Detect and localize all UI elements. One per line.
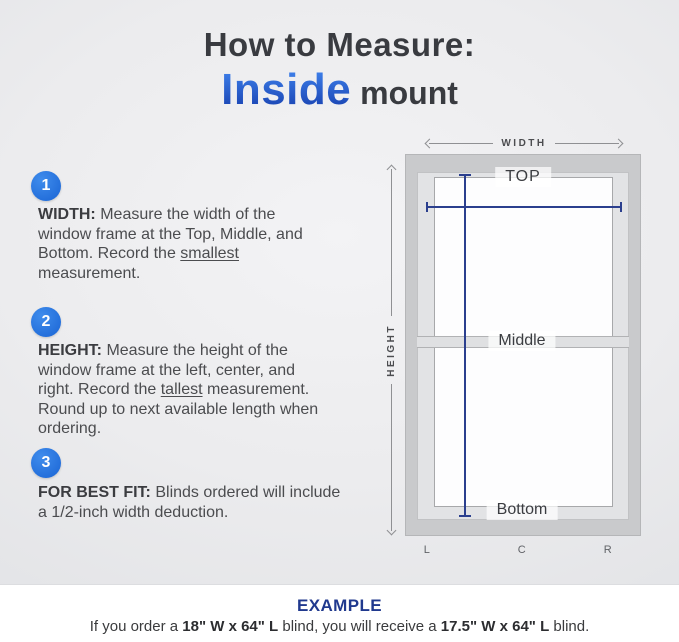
step-2-line-3 bbox=[38, 380, 318, 400]
example-part-1: If you order a bbox=[89, 618, 183, 635]
step-2-underlined-word: tallest bbox=[160, 381, 203, 398]
middle-label-chip: Middle bbox=[488, 331, 555, 351]
example-part-3: blind. bbox=[549, 618, 590, 635]
step-2-line-3-post: measurement. bbox=[202, 381, 310, 398]
step-3-number: 3 bbox=[41, 454, 51, 471]
step-1-line-1 bbox=[38, 205, 303, 225]
step-1-line-3-pre: Bottom. Record the bbox=[38, 245, 181, 262]
step-2-line-3-pre: right. Record the bbox=[38, 381, 161, 398]
height-arrow bbox=[384, 166, 398, 534]
step-1-badge bbox=[31, 171, 61, 201]
left-mark: L bbox=[423, 544, 431, 556]
step-2-number: 2 bbox=[41, 313, 51, 330]
height-arrow-label: HEIGHT bbox=[385, 323, 397, 377]
step-1-line-4: measurement. bbox=[38, 264, 141, 282]
lower-window-pane bbox=[434, 347, 613, 507]
bottom-label-chip: Bottom bbox=[487, 500, 558, 520]
step-1-text bbox=[38, 205, 303, 283]
step-3-line-1-rest: Blinds ordered will include bbox=[150, 484, 341, 501]
step-1-underlined-word: smallest bbox=[180, 245, 239, 262]
step-2-line-1-rest: Measure the height of the bbox=[102, 342, 288, 359]
step-3-line-1 bbox=[38, 483, 340, 503]
step-2-line-2: window frame at the left, center, and bbox=[38, 361, 296, 379]
example-footer bbox=[0, 585, 679, 642]
width-arrow-label: WIDTH bbox=[501, 137, 547, 149]
arrow-right-icon bbox=[614, 138, 624, 148]
step-1-label: WIDTH: bbox=[38, 206, 96, 223]
step-2-line-5: ordering. bbox=[38, 420, 102, 437]
step-3-label: FOR BEST FIT: bbox=[38, 484, 151, 501]
title-highlight: Inside bbox=[221, 65, 352, 114]
step-1-line-1-rest: Measure the width of the bbox=[95, 206, 276, 223]
arrow-left-icon bbox=[425, 138, 435, 148]
center-mark: C bbox=[517, 544, 527, 556]
top-label-chip: TOP bbox=[495, 167, 551, 187]
arrow-down-icon bbox=[386, 526, 396, 536]
step-1-number: 1 bbox=[41, 177, 51, 194]
height-measure-line bbox=[464, 174, 466, 517]
example-heading: EXAMPLE bbox=[297, 596, 382, 615]
example-ordered-size: 18" W x 64" L bbox=[182, 618, 279, 635]
step-3-badge bbox=[31, 448, 61, 478]
step-2-badge bbox=[31, 307, 61, 337]
upper-window-pane bbox=[434, 177, 613, 337]
step-3-text bbox=[38, 483, 340, 522]
step-2-line-1 bbox=[38, 341, 318, 361]
step-3-line-2: a 1/2-inch width deduction. bbox=[38, 503, 229, 521]
width-arrow bbox=[426, 136, 622, 150]
step-2-line-4: Round up to next available length when bbox=[38, 400, 319, 418]
right-mark: R bbox=[603, 544, 613, 556]
title-line-1: How to Measure: bbox=[203, 26, 476, 63]
example-text bbox=[0, 618, 679, 635]
page-title bbox=[0, 26, 679, 115]
step-1-line-2: window frame at the Top, Middle, and bbox=[38, 225, 303, 243]
title-line-2 bbox=[0, 65, 679, 115]
step-2-label: HEIGHT: bbox=[38, 342, 102, 359]
example-part-2: blind, you will receive a bbox=[278, 618, 441, 635]
example-received-size: 17.5" W x 64" L bbox=[440, 618, 550, 635]
step-2-text bbox=[38, 341, 318, 439]
title-suffix: mount bbox=[351, 75, 458, 111]
step-1-line-3 bbox=[38, 244, 303, 264]
arrow-up-icon bbox=[386, 165, 396, 175]
width-measure-line bbox=[426, 206, 622, 208]
